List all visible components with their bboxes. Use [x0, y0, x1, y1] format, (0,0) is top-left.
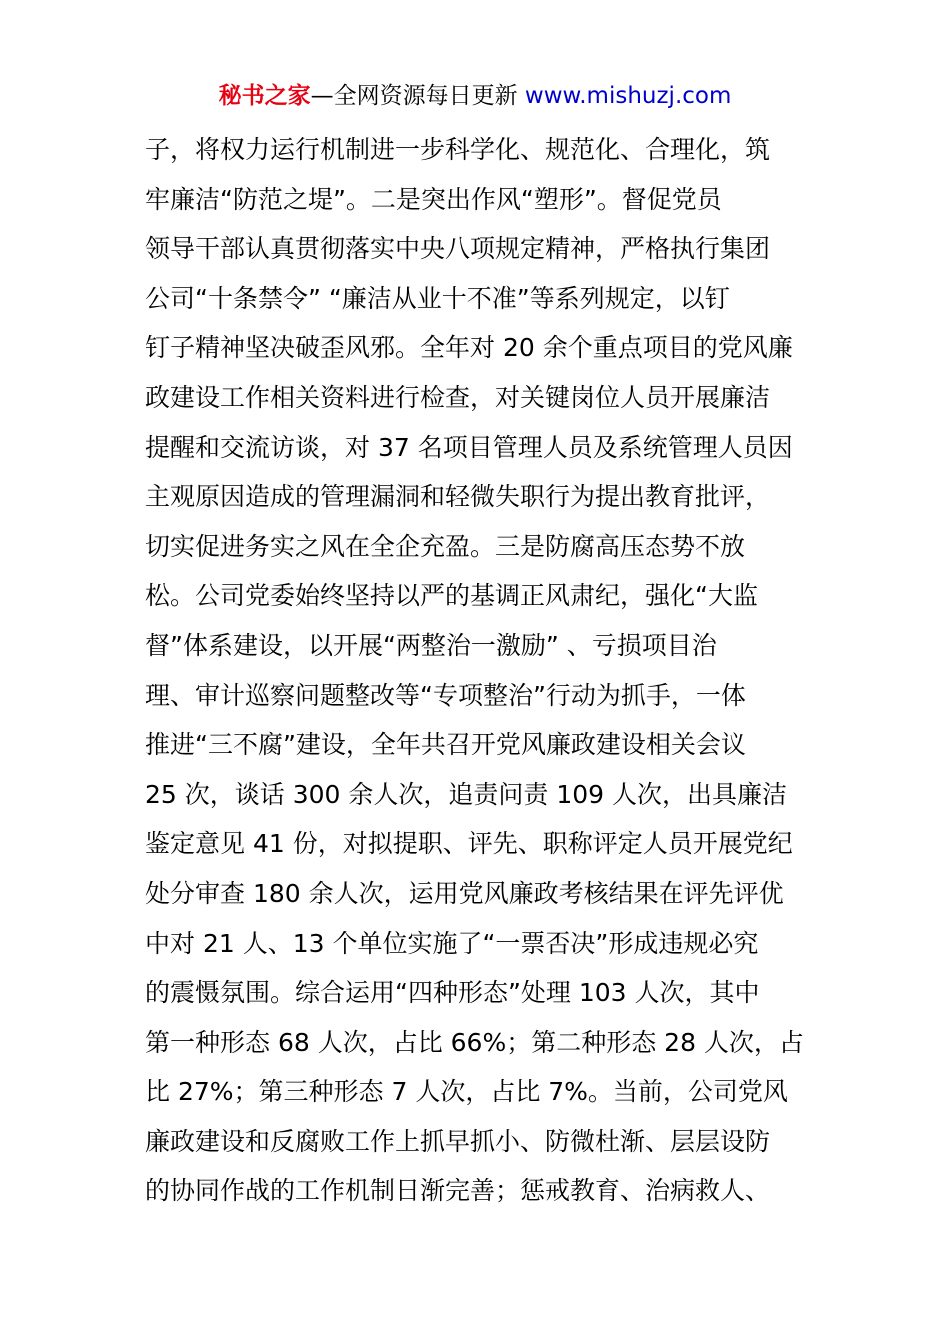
body-line: 25 次，谈话 300 余人次，追责问责 109 人次，出具廉洁 — [145, 779, 787, 809]
body-line: 切实促进务实之风在全企充盈。三是防腐高压态势不放 — [145, 531, 746, 561]
body-line: 钉子精神坚决破歪风邪。全年对 20 余个重点项目的党风廉 — [145, 333, 793, 363]
body-line: 鉴定意见 41 份，对拟提职、评先、职称评定人员开展党纪 — [145, 829, 793, 859]
body-line: 处分审查 180 余人次，运用党风廉政考核结果在评先评优 — [145, 878, 784, 908]
site-url-link[interactable]: www.mishuzj.com — [524, 83, 732, 109]
body-line: 公司“十条禁令” “廉洁从业十不准”等系列规定，以钉 — [145, 283, 730, 313]
body-line: 督”体系建设，以开展“两整治一激励” 、亏损项目治 — [145, 630, 717, 660]
body-line: 理、审计巡察问题整改等“专项整治”行动为抓手，一体 — [145, 680, 746, 710]
page-header — [0, 80, 950, 112]
body-line: 中对 21 人、13 个单位实施了“一票否决”形成违规必究 — [145, 928, 759, 958]
body-line: 子，将权力运行机制进一步科学化、规范化、合理化，筑 — [145, 135, 771, 164]
body-line: 主观原因造成的管理漏洞和轻微失职行为提出教育批评， — [145, 482, 771, 512]
body-line: 的协同作战的工作机制日渐完善；惩戒教育、治病救人、 — [145, 1176, 771, 1206]
body-line: 松。公司党委始终坚持以严的基调正风肃纪，强化“大监 — [145, 581, 758, 611]
body-line: 牢廉洁“防范之堤”。二是突出作风“塑形”。督促党员 — [145, 184, 722, 214]
body-line: 廉政建设和反腐败工作上抓早抓小、防微杜渐、层层设防 — [145, 1126, 771, 1156]
body-line: 推进“三不腐”建设，全年共召开党风廉政建设相关会议 — [145, 730, 746, 760]
body-line: 领导干部认真贯彻落实中央八项规定精神，严格执行集团 — [145, 234, 771, 264]
body-line: 的震慑氛围。综合运用“四种形态”处理 103 人次，其中 — [145, 978, 760, 1008]
document-body — [145, 125, 815, 1216]
body-line: 比 27%；第三种形态 7 人次，占比 7%。当前，公司党风 — [145, 1077, 788, 1107]
body-line: 政建设工作相关资料进行检查，对关键岗位人员开展廉洁 — [145, 382, 771, 412]
brand-name: 秘书之家 — [218, 83, 311, 109]
body-line: 提醒和交流访谈，对 37 名项目管理人员及系统管理人员因 — [145, 432, 793, 462]
header-tagline: —全网资源每日更新 — [310, 83, 525, 109]
body-line: 第一种形态 68 人次，占比 66%；第二种形态 28 人次，占 — [145, 1027, 804, 1057]
